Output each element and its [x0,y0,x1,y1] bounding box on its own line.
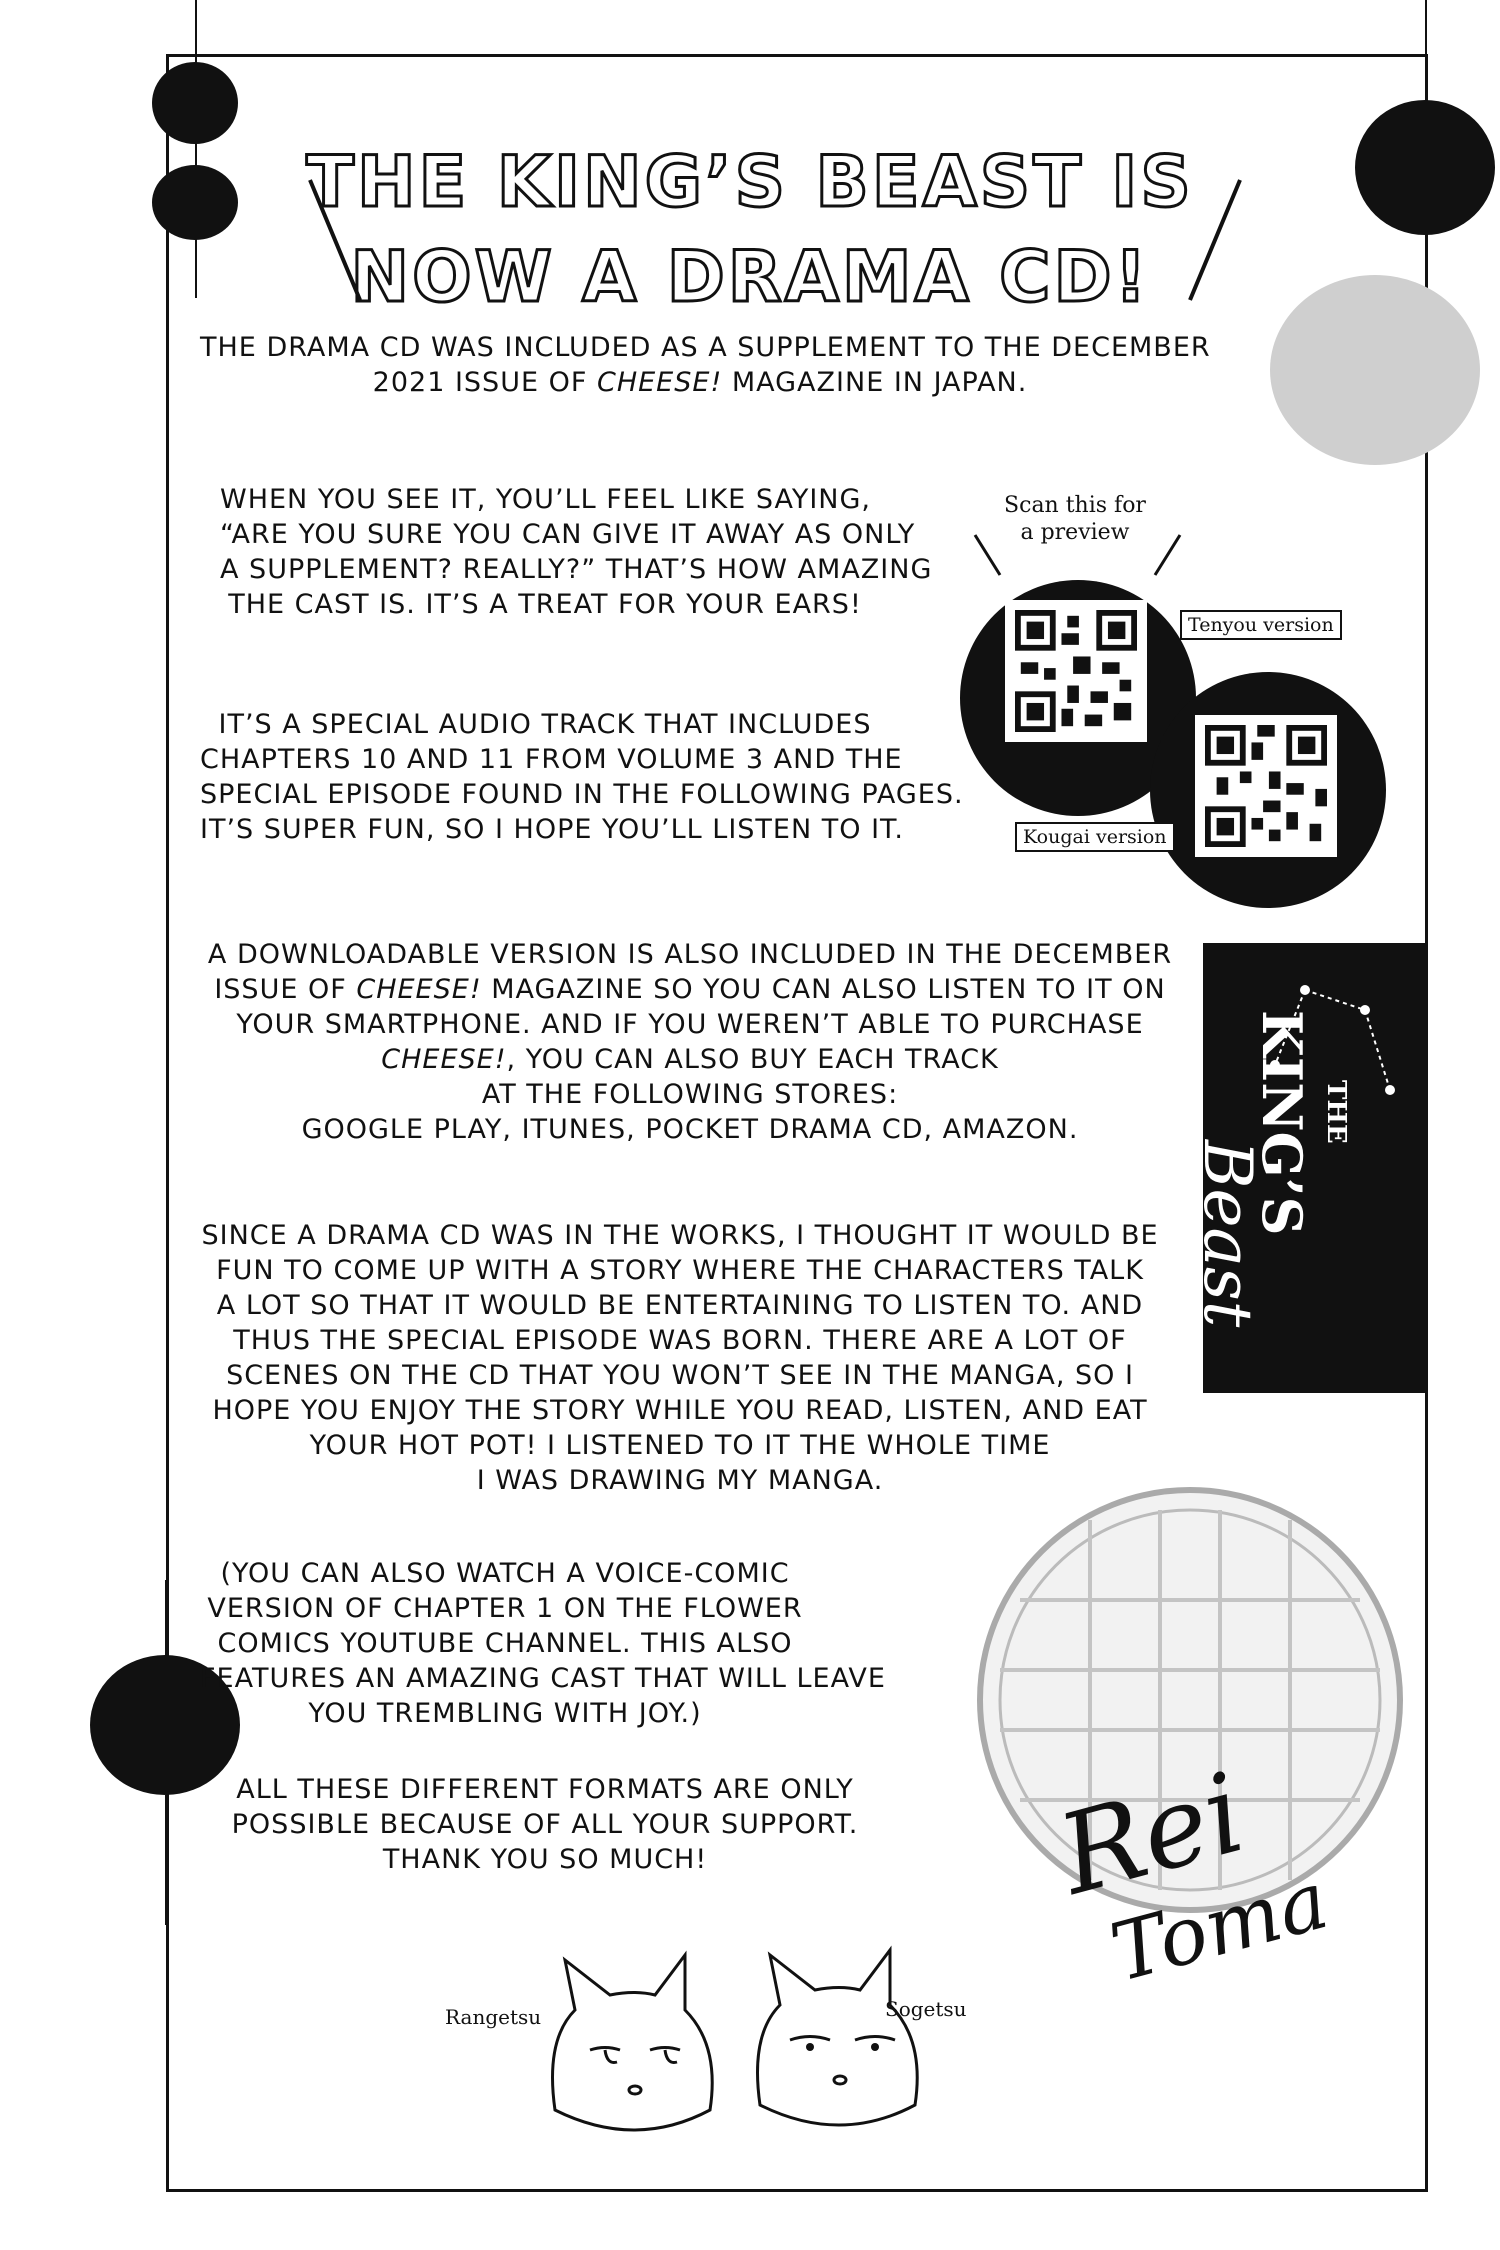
paragraph-cast: WHEN YOU SEE IT, YOU’LL FEEL LIKE SAYING, “ARE YOU SURE YOU CAN GIVE IT AWAY AS ONLY A SUPPLEMENT? REALLY?” THAT’S HOW AMAZING THE CAST IS. IT’S A TREAT FOR YOUR EARS! [220,484,933,620]
qr-caption: Scan this for a preview [1004,493,1146,545]
intro-text: THE DRAMA CD WAS INCLUDED AS A SUPPLEMENT TO THE DECEMBER 2021 ISSUE OF CHEESE! MAGAZINE IN JAPAN. [200,332,1211,398]
page-title [250,135,1250,325]
title-line-2: NOW A DRAMA CD! [350,236,1150,318]
title-slash-right-icon [1180,170,1250,310]
lantern-icon [152,62,238,144]
paragraph-thanks: ALL THESE DIFFERENT FORMATS ARE ONLY POSSIBLE BECAUSE OF ALL YOUR SUPPORT. THANK YOU SO MUCH! [231,1774,859,1875]
qr-code-kougai[interactable] [1195,715,1337,857]
character-name-rangetsu: Rangetsu [445,2005,542,2029]
qr-code-icon [1205,725,1327,847]
paragraph-special-episode: SINCE A DRAMA CD WAS IN THE WORKS, I THOUGHT IT WOULD BE FUN TO COME UP WITH A STORY WHERE THE CHARACTERS TALK A LOT SO THAT IT WOULD BE ENTERTAINING TO LISTEN TO. AND THUS THE SPECIAL EPISODE WAS BORN. THERE ARE A LOT OF SCENES ON THE CD THAT YOU WON’T SEE IN THE MANGA, SO I HOPE YOU ENJOY THE STORY WHILE YOU READ, LISTEN, AND EAT YOUR HOT POT! I LISTENED TO IT THE WHOLE TIME I WAS DRAWING MY MANGA. [201,1220,1159,1496]
qr-caption-slash-right-icon [1145,530,1185,580]
logo-beast: Beast [1189,1140,1266,1328]
lantern-string-left-dots [195,238,197,298]
rangetsu-cat-icon [535,1950,735,2150]
qr-label-tenyou: Tenyou version [1180,610,1342,640]
logo-the: THE [1321,1080,1351,1144]
qr-caption-slash-left-icon [970,530,1010,580]
lantern-string-left-bottom [165,1795,167,1925]
qr-code-icon [1015,610,1137,732]
qr-label-kougai: Kougai version [1015,822,1175,852]
lantern-string-left-bottom-top [165,1580,167,1660]
lantern-string-right-top [1425,0,1427,105]
character-name-sogetsu: Sogetsu [885,1997,967,2021]
paragraph-audio-track: IT’S A SPECIAL AUDIO TRACK THAT INCLUDES CHAPTERS 10 AND 11 FROM VOLUME 3 AND THE SPECIAL EPISODE FOUND IN THE FOLLOWING PAGES. IT’S SUPER FUN, SO I HOPE YOU’LL LISTEN TO IT. [200,709,964,845]
lantern-string-left-top [195,0,197,70]
lantern-icon [1355,100,1495,235]
logo-kings: KING’S [1250,1010,1314,1236]
title-slash-left-icon [300,170,370,310]
title-line-1: THE KING’S BEAST IS [306,141,1194,223]
logo-text [1189,990,1431,1340]
lantern-faded-icon [1270,275,1480,465]
paragraph-download: A DOWNLOADABLE VERSION IS ALSO INCLUDED IN THE DECEMBER ISSUE OF CHEESE! MAGAZINE SO YOU CAN ALSO LISTEN TO IT ON YOUR SMARTPHONE. AND IF YOU WEREN’T ABLE TO PURCHASE CHEESE!, YOU CAN ALSO BUY EACH TRACK AT THE FOLLOWING STORES: GOOGLE PLAY, ITUNES, POCKET DRAMA CD, AMAZON. [207,939,1173,1145]
sogetsu-cat-icon [740,1945,940,2145]
qr-code-tenyou[interactable] [1005,600,1147,742]
lantern-icon [152,165,238,240]
author-signature: Rei Toma [1046,1748,1338,2000]
paragraph-voice-comic: (YOU CAN ALSO WATCH A VOICE-COMIC VERSION OF CHAPTER 1 ON THE FLOWER COMICS YOUTUBE CHANNEL. THIS ALSO FEATURES AN AMAZING CAST THAT WILL LEAVE YOU TREMBLING WITH JOY.) [200,1558,886,1729]
